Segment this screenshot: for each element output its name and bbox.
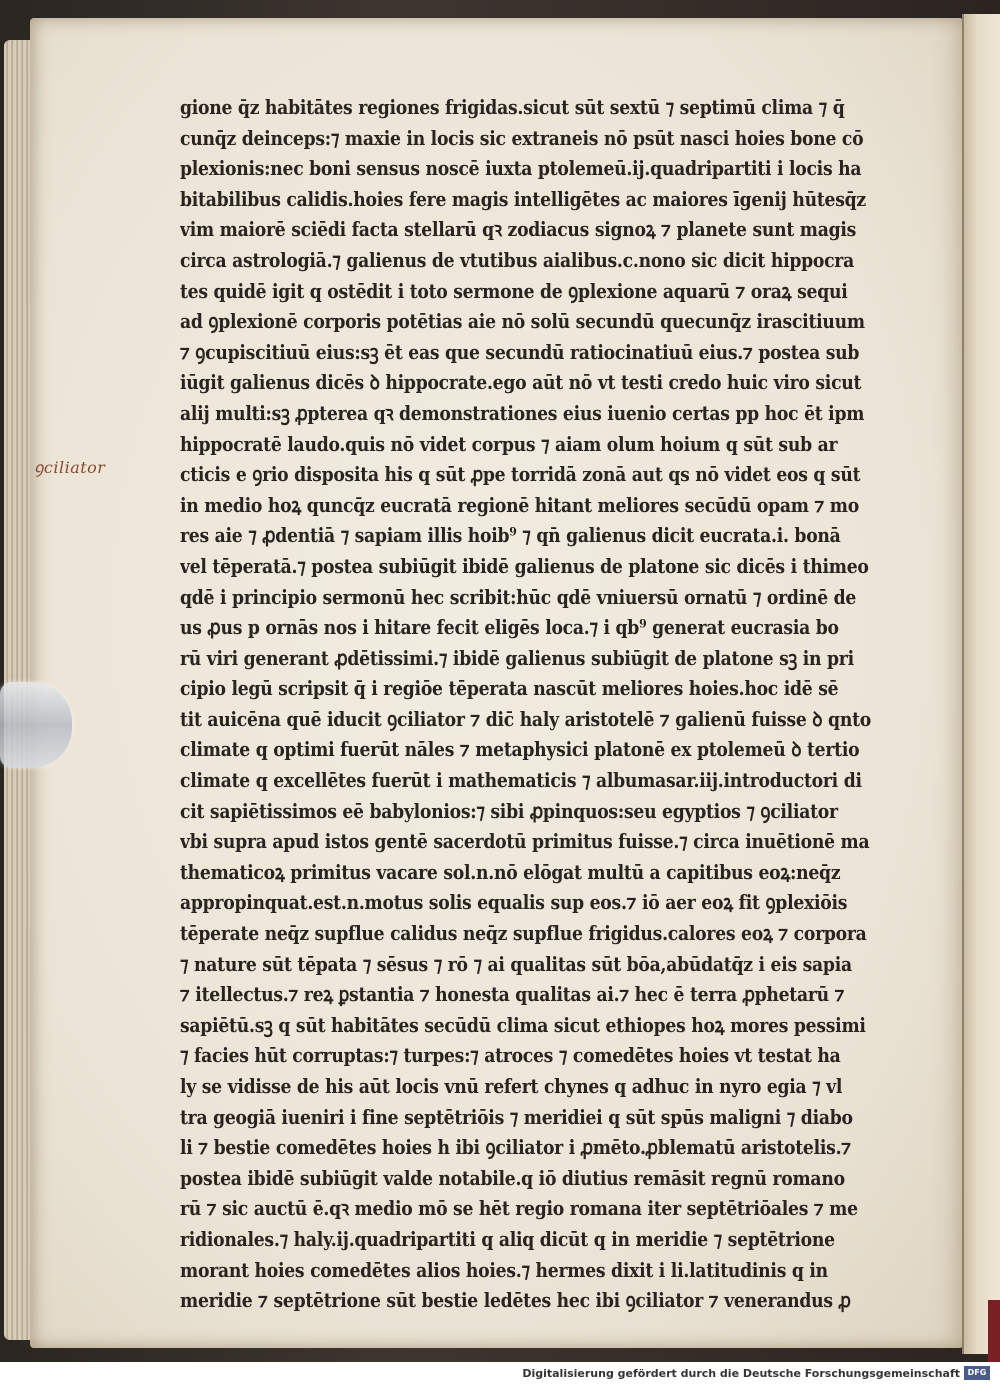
facing-page-edge — [962, 14, 1000, 1354]
text-line: ⁊ ꝯcupiscitiuū eius:sꝫ ēt eas que secundū ratiocinatiuū eius.⁊ postea sub — [180, 339, 860, 364]
text-line: cticis e ꝯrio disposita his q sūt ꝓpe torridā zonā aut qs nō videt eos q sūt — [180, 462, 861, 487]
text-line: meridie ⁊ septētrione sūt bestie ledētes hec ibi ꝯciliator ⁊ venerandus ꝓ — [180, 1288, 851, 1313]
text-line: iūgit galienus dicēs ꝺ hippocrate.ego aūt nō vt testi credo huic viro sicut — [180, 370, 862, 395]
dfg-logo-icon: DFG — [964, 1366, 990, 1380]
text-line: appropinquat.est.n.motus solis equalis sup eos.⁊ iō aer eoꝝ fit ꝯplexiōis — [180, 890, 848, 915]
text-line: thematicoꝝ primitus vacare sol.n.nō elōgat multū a capitibus eoꝝ:neq̄z — [180, 859, 841, 884]
text-line: vbi supra apud istos gentē sacerdotū primitus fuisse.⁊ circa inuētionē ma — [180, 829, 870, 854]
text-line: tra geogiā iueniri i fine septētriōis ⁊ meridiei q sūt spūs maligni ⁊ diabo — [180, 1104, 853, 1129]
text-line: in medio hoꝝ quncq̄z eucratā regionē hitant meliores secūdū opam ⁊ mo — [180, 492, 859, 517]
text-line: vim maiorē sciēdi facta stellarū qꝛ zodiacus signoꝝ ⁊ planete sunt magis — [180, 217, 857, 242]
text-line: ridionales.⁊ haly.ij.quadripartiti q aliq dicūt q in meridie ⁊ septētrione — [180, 1226, 835, 1251]
text-line: cipio legū scripsit q̄ i regiōe tēperata nascūt meliores hoies.hoc idē sē — [180, 676, 839, 701]
text-line: circa astrologiā.⁊ galienus de vtutibus aialibus.c.nono sic dicit hippocra — [180, 247, 855, 272]
text-line: li ⁊ bestie comedētes hoies h ibi ꝯciliator i ꝓmēto.ꝓblematū aristotelis.⁊ — [180, 1135, 851, 1160]
text-line: ⁊ facies hūt corruptas:⁊ turpes:⁊ atroces ⁊ comedētes hoies vt testat ha — [180, 1043, 841, 1068]
text-line: tes quidē igit q ostēdit i toto sermone de ꝯplexione aquarū ⁊ oraꝝ sequi — [180, 278, 848, 303]
text-line: postea ibidē subiūgit valde notabile.q iō diutius remāsit regnū romano — [180, 1165, 845, 1190]
footer-credit: Digitalisierung gefördert durch die Deutsche Forschungsgemeinschaft — [522, 1367, 960, 1380]
incunable-text-block — [180, 92, 870, 1316]
text-line: bitabilibus calidis.hoies fere magis intelligētes ac maiores īgenij hūtesq̄z — [180, 186, 866, 211]
text-line: tit auicēna quē iducit ꝯciliator ⁊ dic̄ haly aristotelē ⁊ galienū fuisse ꝺ qnto — [180, 706, 871, 731]
text-line: cunq̄z deinceps:⁊ maxie in locis sic extraneis nō psūt nasci hoies bone cō — [180, 125, 864, 150]
text-line: rū viri generant ꝓdētissimi.⁊ ibidē galienus subiūgit de platone sꝫ in pri — [180, 645, 854, 670]
bookmark-ribbon — [988, 1300, 1000, 1362]
text-line: qdē i principio sermonū hec scribit:hūc qdē vniuersū ornatū ⁊ ordinē de — [180, 584, 857, 609]
text-line: ly se vidisse de his aūt locis vnū refert chynes q adhuc in nyro egia ⁊ vl — [180, 1074, 843, 1098]
page-clip — [0, 682, 72, 768]
text-line: ⁊ itellectus.⁊ reꝝ ꝑstantia ⁊ honesta qualitas ai.⁊ hec ē terra ꝓphetarū ⁊ — [180, 982, 845, 1007]
text-line: plexionis:nec boni sensus noscē iuxta ptolemeū.ij.quadripartiti i locis ha — [180, 156, 862, 181]
text-line: res aie ⁊ ꝓdentiā ⁊ sapiam illis hoib⁹ ⁊ qn̄ galienus dicit eucrata.i. bonā — [180, 523, 841, 548]
marginal-annotation: ꝯciliator — [34, 458, 106, 477]
text-line: us ꝓus p ornās nos i hitare fecit eligēs loca.⁊ i qb⁹ generat eucrasia bo — [180, 615, 839, 640]
text-line: climate q optimi fuerūt nāles ⁊ metaphysici platonē ex ptolemeū ꝺ tertio — [180, 737, 860, 762]
text-line: climate q excellētes fuerūt i mathematicis ⁊ albumasar.iij.introductori di — [180, 768, 862, 793]
text-line: cit sapiētissimos eē babylonios:⁊ sibi ꝓpinquos:seu egyptios ⁊ ꝯciliator — [180, 798, 838, 823]
text-line: tēperate neq̄z supflue calidus neq̄z supflue frigidus.calores eoꝝ ⁊ corpora — [180, 921, 867, 946]
text-line: vel tēperatā.⁊ postea subiūgit ibidē galienus de platone sic dicēs i thimeo — [180, 553, 869, 578]
text-line: sapiētū.sꝫ q sūt habitātes secūdū clima sicut ethiopes hoꝝ mores pessimi — [180, 1012, 866, 1037]
text-line: ad ꝯplexionē corporis potētias aie nō solū secundū quecunq̄z irascitiuum — [180, 309, 865, 334]
text-line: alij multi:sꝫ ꝓpterea qꝛ demonstrationes eius iuenio certas pp hoc ēt ipm — [180, 400, 865, 425]
text-line: hippocratē laudo.quis nō videt corpus ⁊ aiam olum hoium q sūt sub ar — [180, 431, 838, 456]
text-line: morant hoies comedētes alios hoies.⁊ hermes dixit i li.latitudinis q in — [180, 1257, 828, 1282]
text-line: rū ⁊ sic auctū ē.qꝛ medio mō se hēt regio romana iter septētriōales ⁊ me — [180, 1196, 858, 1221]
text-line: ⁊ nature sūt tēpata ⁊ sēsus ⁊ rō ⁊ ai qualitas sūt bōa,abūdatq̄z i eis sapia — [180, 951, 852, 976]
text-line: gione q̄z habitātes regiones frigidas.sicut sūt sextū ⁊ septimū clima ⁊ q̄ — [180, 95, 845, 119]
